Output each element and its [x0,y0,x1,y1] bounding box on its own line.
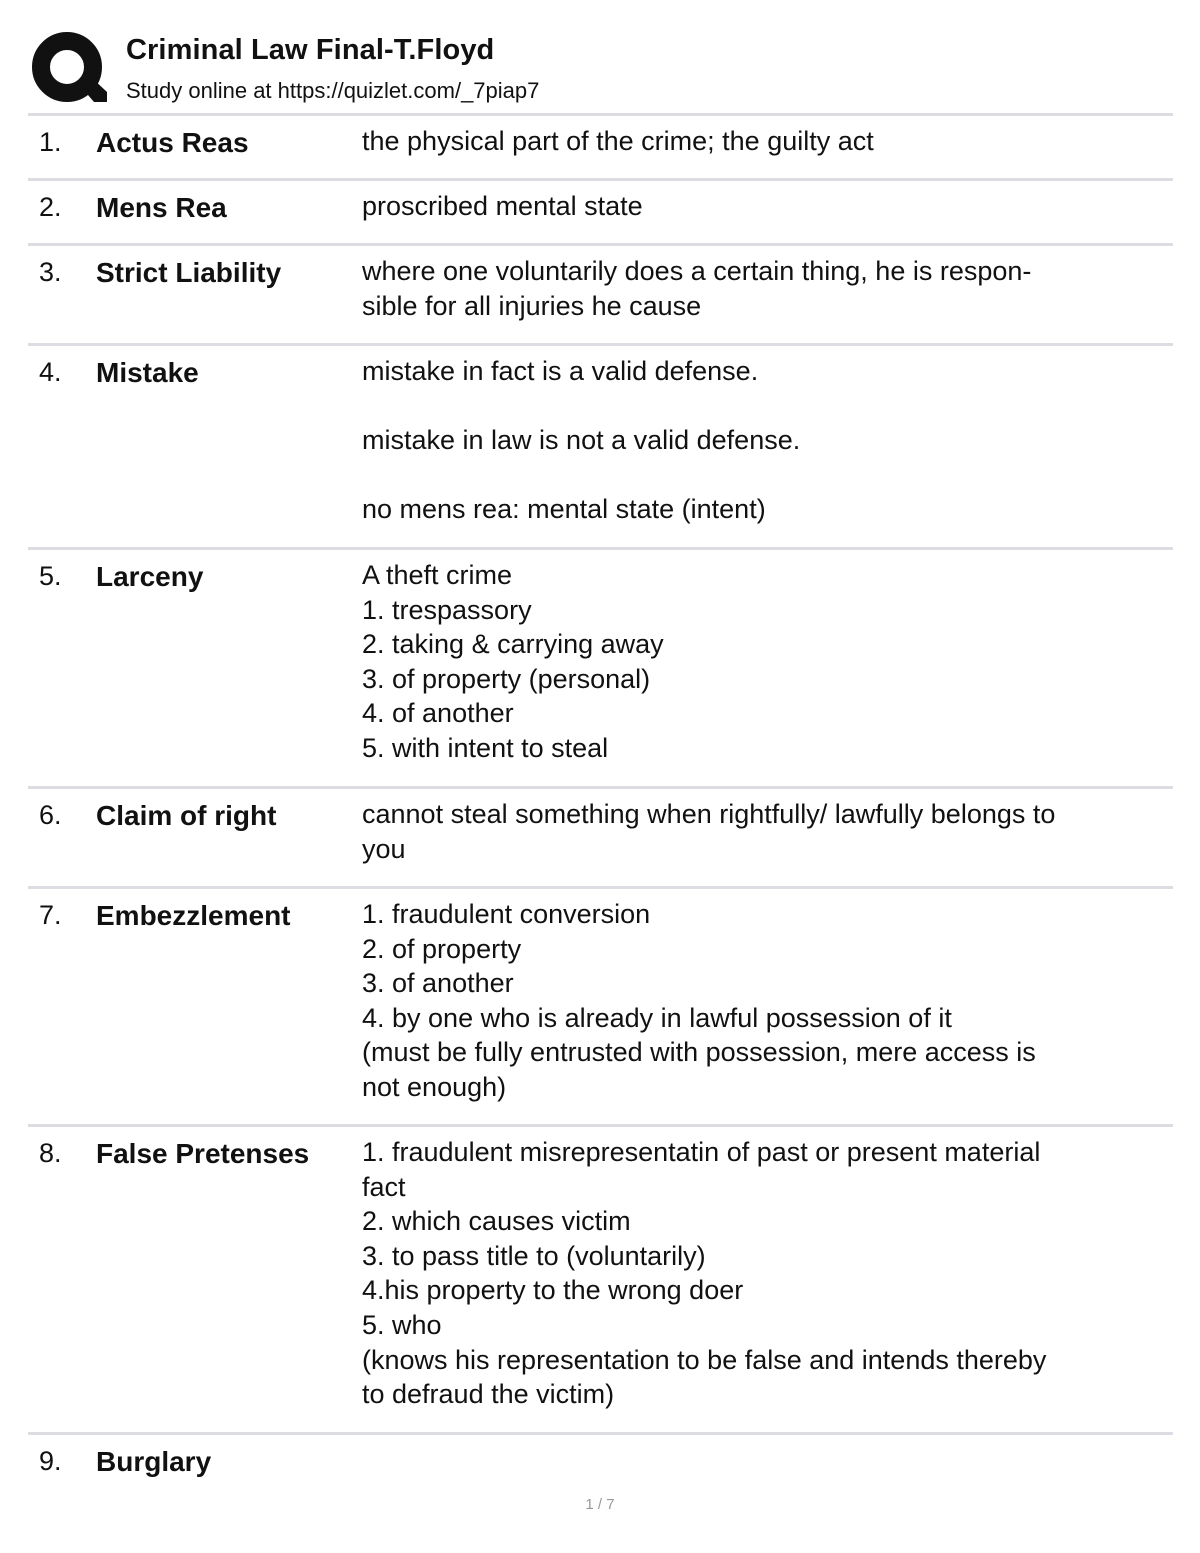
definition-line: 2. which causes victim [362,1206,631,1237]
card-term: Larceny [96,561,204,592]
card-number: 3. [39,257,62,287]
study-online-link[interactable]: Study online at https://quizlet.com/_7piap7 [126,78,540,103]
page-number: 1 / 7 [585,1496,615,1513]
definition-line: (must be fully entrusted with possession, mere access is [362,1037,1036,1068]
definition-line: cannot steal something when rightfully/ lawfully belongs to [362,799,1056,829]
definition-line: the physical part of the crime; the guilty act [362,126,874,156]
definition-line: 3. of another [362,968,514,999]
definition-line: A theft crime [362,560,513,590]
flashcard-row [28,343,1173,547]
card-number: 9. [39,1446,62,1476]
definition-line: 1. fraudulent misrepresentatin of past or present material [362,1137,1041,1167]
flashcard-list [28,113,1173,1512]
definition-line: not enough) [362,1071,507,1102]
definition-line: where one voluntarily does a certain thing, he is respon- [362,256,1032,286]
card-term: False Pretenses [96,1138,310,1169]
flashcard-row [28,786,1173,886]
card-term: Actus Reas [96,127,249,158]
card-term: Strict Liability [96,257,282,288]
card-number: 2. [39,192,62,222]
definition-line: 4. of another [362,698,514,729]
page-header [30,28,1172,112]
card-definition [362,124,1162,159]
card-term: Mistake [96,357,199,388]
card-definition [362,354,1162,527]
flashcard-row [28,1124,1173,1432]
definition-line: 4. by one who is already in lawful possession of it [362,1002,952,1033]
flashcard-row [28,113,1173,178]
definition-line: sible for all injuries he cause [362,290,702,321]
definition-line: 3. of property (personal) [362,663,651,694]
definition-line: 3. to pass title to (voluntarily) [362,1240,706,1271]
quizlet-logo-icon [30,28,108,108]
card-definition [362,897,1162,1105]
card-term: Mens Rea [96,192,227,223]
definition-line: 2. of property [362,933,522,964]
flashcard-row [28,243,1173,343]
definition-line: to defraud the victim) [362,1379,615,1410]
card-definition [362,797,1162,866]
card-definition [362,189,1162,224]
definition-line: mistake in law is not a valid defense. [362,425,801,456]
definition-line: fact [362,1171,406,1202]
card-term: Burglary [96,1446,212,1477]
card-number: 1. [39,127,62,157]
definition-line: proscribed mental state [362,191,643,221]
card-number: 7. [39,900,62,930]
definition-line: you [362,833,406,864]
definition-line: 1. fraudulent conversion [362,899,651,929]
card-term: Claim of right [96,800,277,831]
definition-line: 2. taking & carrying away [362,629,664,660]
card-number: 8. [39,1138,62,1168]
card-definition [362,254,1162,323]
definition-line: 5. who [362,1309,442,1340]
definition-line: (knows his representation to be false and intends thereby [362,1344,1047,1375]
definition-line: 4.his property to the wrong doer [362,1275,744,1306]
definition-line: 5. with intent to steal [362,732,609,763]
card-definition [362,1135,1162,1412]
set-title: Criminal Law Final-T.Floyd [126,34,495,66]
card-term: Embezzlement [96,900,291,931]
definition-blank-line [362,458,1162,493]
card-definition [362,558,1162,766]
definition-line: no mens rea: mental state (intent) [362,494,766,525]
card-number: 5. [39,561,62,591]
card-number: 6. [39,800,62,830]
flashcard-row [28,547,1173,786]
card-number: 4. [39,357,62,387]
flashcard-row [28,886,1173,1124]
flashcard-row [28,178,1173,243]
definition-line: 1. trespassory [362,594,532,625]
definition-line: mistake in fact is a valid defense. [362,356,759,386]
definition-blank-line [362,389,1162,424]
